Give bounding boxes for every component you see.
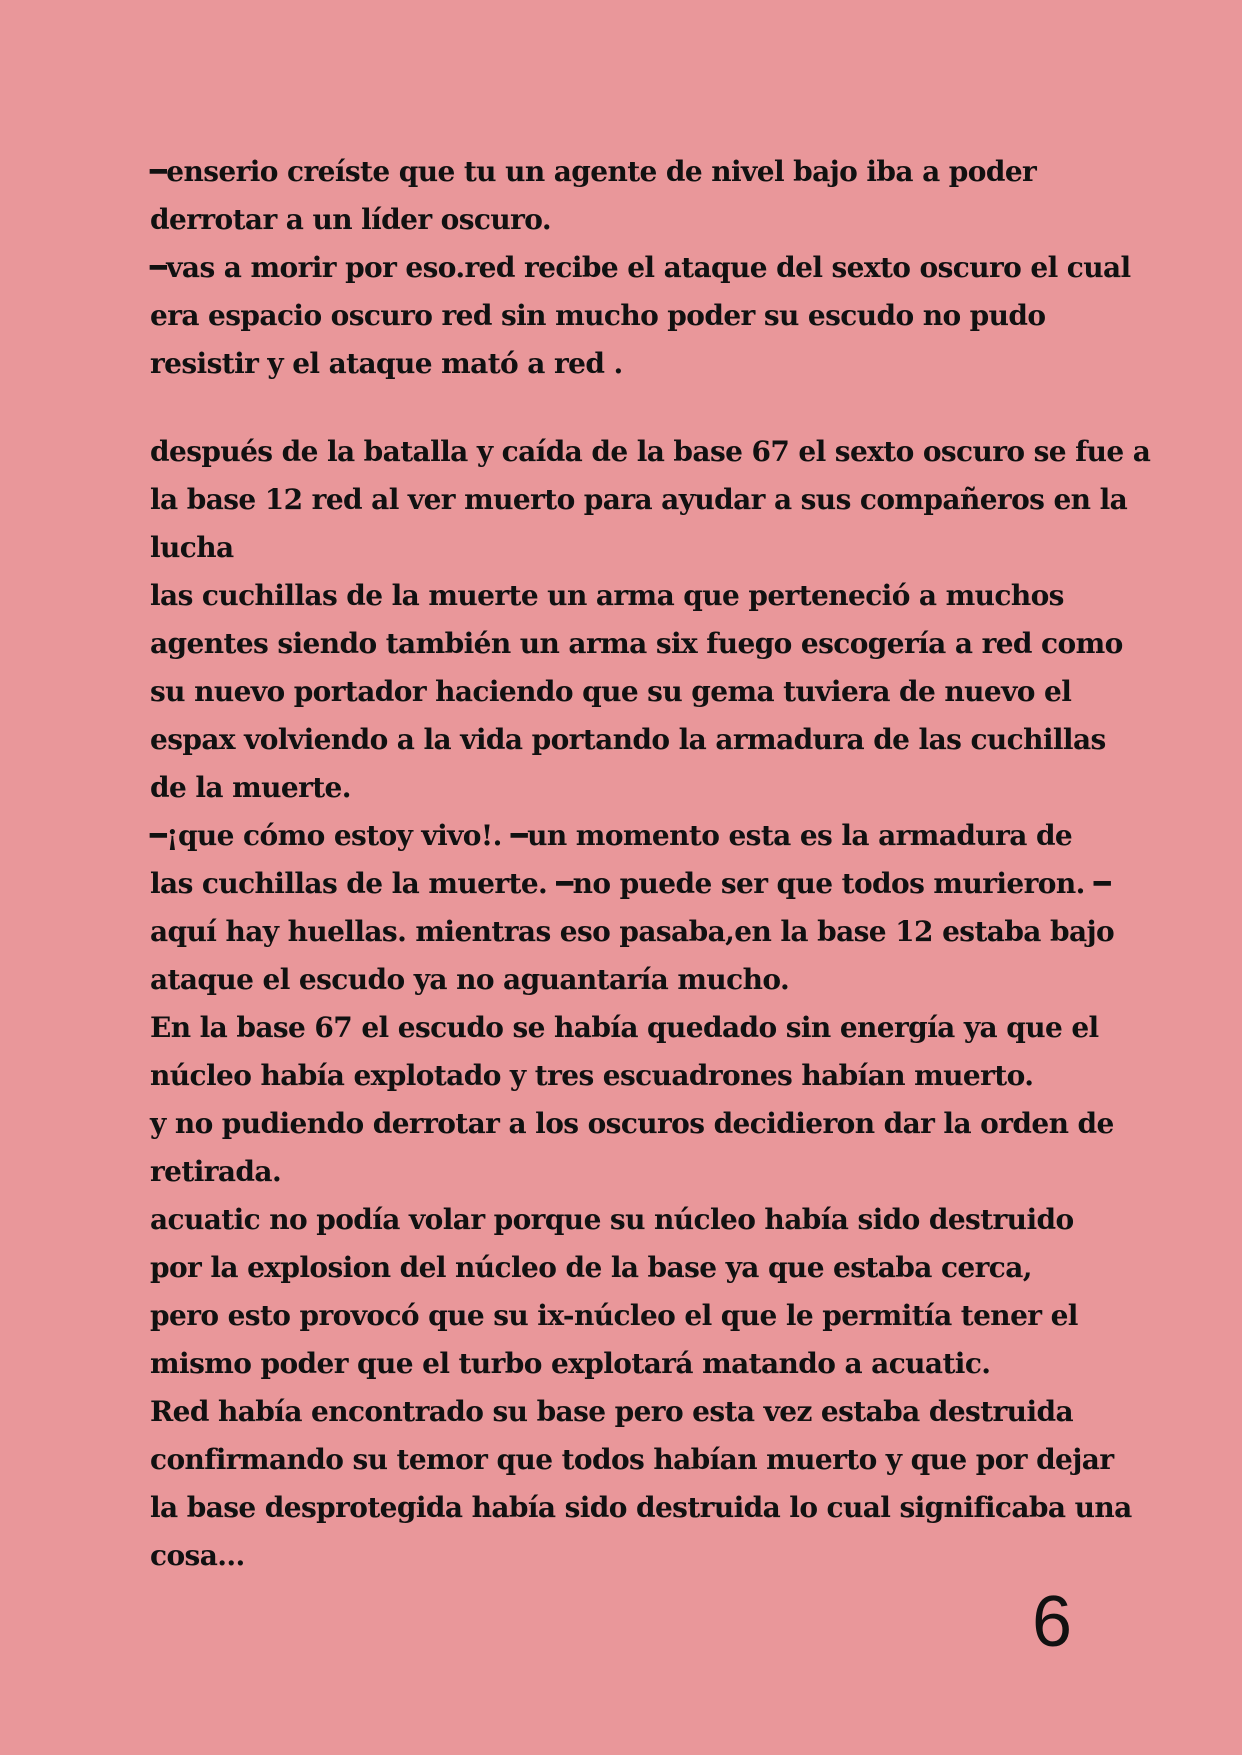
text-line: las cuchillas de la muerte. ━no puede ser que todos murieron. ━ <box>150 867 1111 900</box>
text-line: espax volviendo a la vida portando la armadura de las cuchillas <box>150 723 1106 756</box>
text-line: de la muerte. <box>150 771 351 804</box>
text-line: confirmando su temor que todos habían muerto y que por dejar <box>150 1443 1114 1476</box>
text-line: por la explosion del núcleo de la base ya que estaba cerca, <box>150 1251 1032 1284</box>
text-line: ataque el escudo ya no aguantaría mucho. <box>150 963 790 996</box>
text-line: resistir y el ataque mató a red . <box>150 347 623 380</box>
text-line: ━vas a morir por eso.red recibe el ataque del sexto oscuro el cual <box>150 251 1131 284</box>
text-line: núcleo había explotado y tres escuadrones habían muerto. <box>150 1059 1034 1092</box>
page-number: 6 <box>1032 1582 1073 1662</box>
text-line: su nuevo portador haciendo que su gema tuviera de nuevo el <box>150 675 1072 708</box>
text-line: era espacio oscuro red sin mucho poder su escudo no pudo <box>150 299 1046 332</box>
text-line: después de la batalla y caída de la base 67 el sexto oscuro se fue a <box>150 435 1151 468</box>
text-line: mismo poder que el turbo explotará matando a acuatic. <box>150 1347 991 1380</box>
paragraph-2 <box>150 428 1151 1580</box>
text-line: lucha <box>150 531 234 564</box>
text-line: cosa... <box>150 1539 245 1572</box>
text-line: la base desprotegida había sido destruida lo cual significaba una <box>150 1491 1132 1524</box>
text-line: retirada. <box>150 1155 282 1188</box>
text-line: acuatic no podía volar porque su núcleo había sido destruido <box>150 1203 1074 1236</box>
text-line: Red había encontrado su base pero esta vez estaba destruida <box>150 1395 1073 1428</box>
text-line: agentes siendo también un arma six fuego escogería a red como <box>150 627 1123 660</box>
text-line: y no pudiendo derrotar a los oscuros decidieron dar la orden de <box>150 1107 1114 1140</box>
text-line: En la base 67 el escudo se había quedado sin energía ya que el <box>150 1011 1099 1044</box>
text-line: ━enserio creíste que tu un agente de nivel bajo iba a poder <box>150 155 1037 188</box>
text-line: aquí hay huellas. mientras eso pasaba,en la base 12 estaba bajo <box>150 915 1115 948</box>
text-line: las cuchillas de la muerte un arma que perteneció a muchos <box>150 579 1064 612</box>
text-line: ━¡que cómo estoy vivo!. ━un momento esta es la armadura de <box>150 819 1073 852</box>
text-line: pero esto provocó que su ix-núcleo el que le permitía tener el <box>150 1299 1078 1332</box>
text-line: derrotar a un líder oscuro. <box>150 203 551 236</box>
paragraph-1 <box>150 148 1131 388</box>
text-line: la base 12 red al ver muerto para ayudar a sus compañeros en la <box>150 483 1128 516</box>
